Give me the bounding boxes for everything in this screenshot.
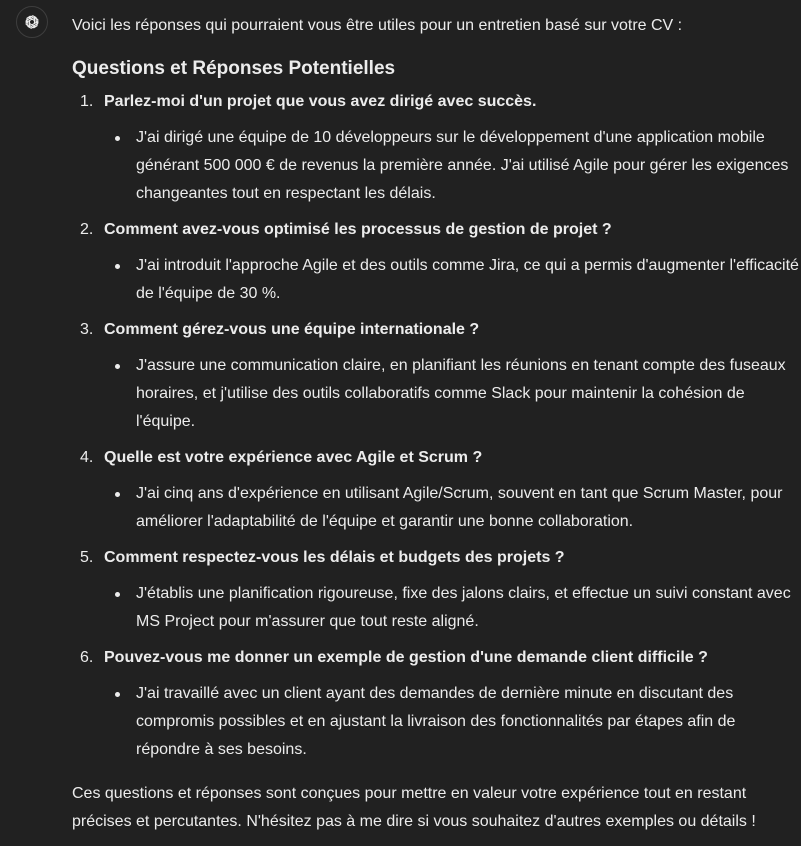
answer-list: [104, 352, 801, 436]
qa-item: [72, 444, 801, 536]
item-number: 5.: [80, 549, 94, 566]
answer-text: J'ai cinq ans d'expérience en utilisant Agile/Scrum, souvent en tant que Scrum Master, pour améliorer l'adaptabilité de l'équipe et garantir une bonne collaboration.: [136, 485, 783, 530]
item-number: 1.: [80, 93, 94, 110]
question-text: Comment gérez-vous une équipe internationale ?: [104, 321, 480, 338]
answer-item: [104, 352, 801, 436]
question-text: Comment avez-vous optimisé les processus de gestion de projet ?: [104, 221, 612, 238]
answer-text: J'établis une planification rigoureuse, fixe des jalons clairs, et effectue un suivi constant avec MS Project pour m'assurer que tout reste aligné.: [136, 585, 791, 630]
answer-item: [104, 680, 801, 764]
answer-text: J'ai travaillé avec un client ayant des demandes de dernière minute en discutant des compromis possibles et en ajustant la livraison des fonctionnalités par étapes afin de répondre à ses besoins.: [136, 685, 736, 758]
qa-item: [72, 316, 801, 436]
openai-logo-icon: [22, 12, 42, 32]
answer-item: [104, 480, 801, 536]
answer-list: [104, 480, 801, 536]
question-text: Parlez-moi d'un projet que vous avez dirigé avec succès.: [104, 93, 537, 110]
item-number: 6.: [80, 649, 94, 666]
message-outro: Ces questions et réponses sont conçues pour mettre en valeur votre expérience tout en restant précises et percutantes. N'hésitez pas à me dire si vous souhaitez d'autres exemples ou détails !: [72, 785, 756, 830]
answer-list: [104, 680, 801, 764]
bullet-icon: [115, 592, 120, 597]
assistant-avatar: [16, 6, 48, 38]
answer-list: [104, 124, 801, 208]
answer-item: [104, 580, 801, 636]
answer-text: J'ai dirigé une équipe de 10 développeurs sur le développement d'une application mobile générant 500 000 € de revenus la première année. J'ai utilisé Agile pour gérer les exigences changeantes tout en respectant les délais.: [136, 129, 789, 202]
question-text: Quelle est votre expérience avec Agile et Scrum ?: [104, 449, 483, 466]
question-text: Pouvez-vous me donner un exemple de gestion d'une demande client difficile ?: [104, 649, 708, 666]
bullet-icon: [115, 692, 120, 697]
qa-list: [72, 88, 801, 764]
answer-text: J'assure une communication claire, en planifiant les réunions en tenant compte des fuseaux horaires, et j'utilise des outils collaboratifs comme Slack pour maintenir la cohésion de l'équipe.: [136, 357, 786, 430]
qa-item: [72, 644, 801, 764]
assistant-message: [72, 12, 801, 836]
bullet-icon: [115, 364, 120, 369]
qa-item: [72, 88, 801, 208]
item-number: 4.: [80, 449, 94, 466]
item-number: 2.: [80, 221, 94, 238]
bullet-icon: [115, 136, 120, 141]
item-number: 3.: [80, 321, 94, 338]
section-heading: Questions et Réponses Potentielles: [72, 58, 396, 79]
message-intro: Voici les réponses qui pourraient vous être utiles pour un entretien basé sur votre CV :: [72, 17, 683, 34]
answer-item: [104, 124, 801, 208]
bullet-icon: [115, 264, 120, 269]
answer-item: [104, 252, 801, 308]
qa-item: [72, 216, 801, 308]
answer-text: J'ai introduit l'approche Agile et des outils comme Jira, ce qui a permis d'augmenter l'efficacité de l'équipe de 30 %.: [136, 257, 799, 302]
answer-list: [104, 252, 801, 308]
question-text: Comment respectez-vous les délais et budgets des projets ?: [104, 549, 565, 566]
bullet-icon: [115, 492, 120, 497]
answer-list: [104, 580, 801, 636]
qa-item: [72, 544, 801, 636]
